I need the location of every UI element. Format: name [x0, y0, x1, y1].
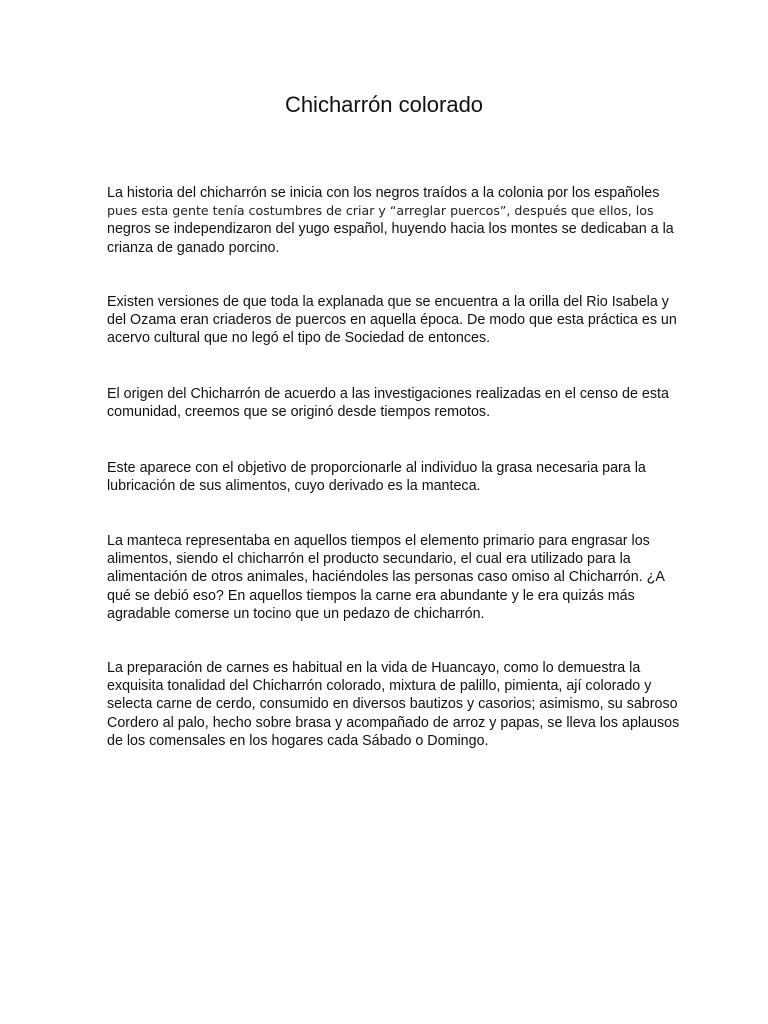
text-line: alimentación de otros animales, haciéndoles las personas caso omiso al Chicharrón. ¿A [107, 569, 665, 586]
text-line: crianza de ganado porcino. [107, 239, 280, 256]
text-line: exquisita tonalidad del Chicharrón colorado, mixtura de palillo, pimienta, ají colorado y [107, 678, 652, 695]
text-line: acervo cultural que no legó el tipo de Sociedad de entonces. [107, 330, 491, 347]
paragraph-history [107, 184, 674, 257]
text-line: de los comensales en los hogares cada Sábado o Domingo. [107, 732, 489, 749]
paragraph-origin [107, 385, 667, 421]
text-line: La manteca representaba en aquellos tiempos el elemento primario para engrasar los [107, 533, 650, 549]
text-line: agradable comerse un tocino que un pedazo de chicharrón. [107, 605, 485, 622]
text-line: lubricación de sus alimentos, cuyo derivado es la manteca. [107, 478, 481, 495]
text-line: pues esta gente tenía costumbres de criar y “arreglar puercos”, después que ellos, los [107, 203, 654, 219]
text-line: Cordero al palo, hecho sobre brasa y acompañado de arroz y papas, se lleva los aplausos [107, 714, 680, 731]
text-line: La historia del chicharrón se inicia con los negros traídos a la colonia por los españoles [107, 185, 660, 201]
text-line: negros se independizaron del yugo español, huyendo hacia los montes se dedicaban a la [107, 221, 674, 238]
text-line: Existen versiones de que toda la explanada que se encuentra a la orilla del Rio Isabela y [107, 294, 669, 310]
paragraph-purpose [107, 459, 667, 495]
text-line: alimentos, siendo el chicharrón el producto secundario, el cual era utilizado para la [107, 551, 631, 568]
text-line: del Ozama eran criaderos de puercos en aquella época. De modo que esta práctica es un [107, 312, 677, 329]
text-line: selecta carne de cerdo, consumido en diversos bautizos y casorios; asimismo, su sabroso [107, 696, 678, 713]
document-title: Chicharrón colorado [284, 92, 484, 117]
text-line: comunidad, creemos que se originó desde tiempos remotos. [107, 404, 491, 421]
text-line: Este aparece con el objetivo de proporcionarle al individuo la grasa necesaria para la [107, 460, 646, 476]
text-line: La preparación de carnes es habitual en la vida de Huancayo, como lo demuestra la [107, 660, 641, 676]
paragraph-versions [107, 293, 677, 348]
text-line: El origen del Chicharrón de acuerdo a las investigaciones realizadas en el censo de esta [107, 386, 669, 402]
paragraph-preparation [107, 659, 680, 750]
paragraph-lard [107, 532, 667, 623]
text-line: qué se debió eso? En aquellos tiempos la carne era abundante y le era quizás más [107, 587, 635, 604]
